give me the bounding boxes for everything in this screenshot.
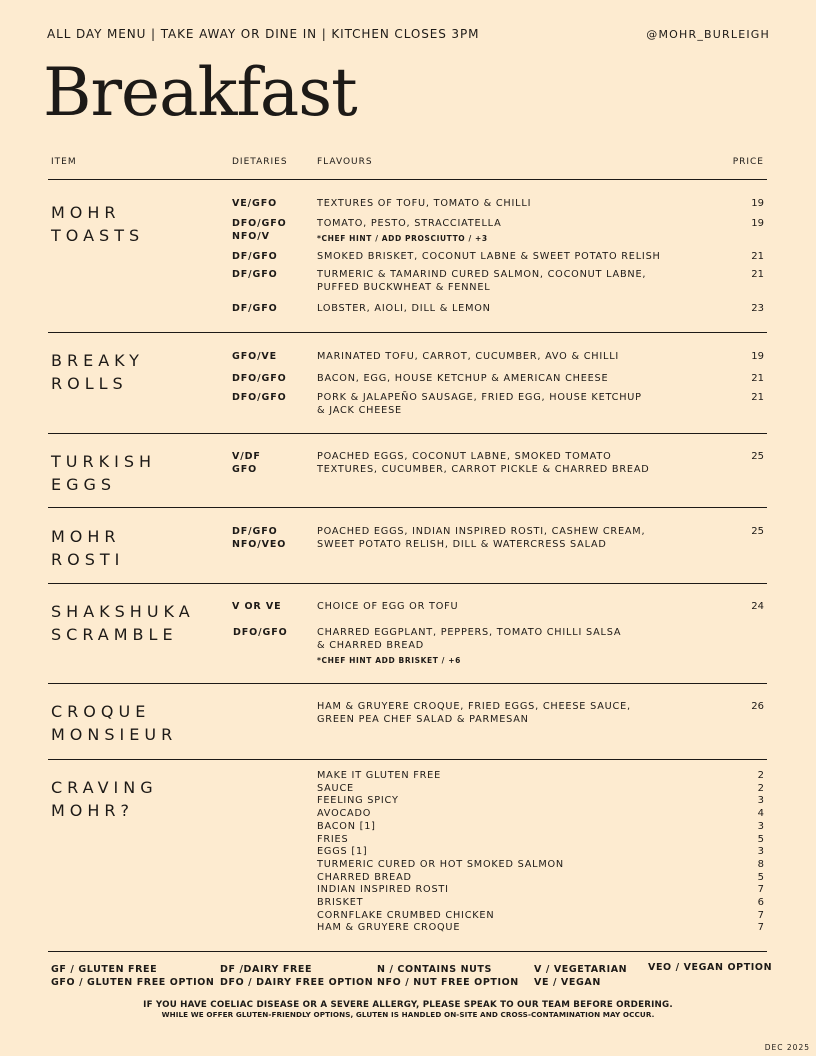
flavour-line: TURMERIC & TAMARIND CURED SALMON, COCONUT LABNE, (317, 269, 647, 280)
extra-item: CORNFLAKE CRUMBED CHICKEN (317, 909, 495, 921)
section-title-line: MOHR (51, 527, 121, 546)
extra-price: 3 (757, 846, 764, 858)
section-title-line: TOASTS (51, 226, 145, 245)
divider (48, 332, 767, 333)
flavours (317, 451, 650, 476)
price: 21 (751, 373, 764, 384)
flavours: TOMATO, PESTO, STRACCIATELLA (317, 218, 502, 229)
extra-price: 3 (757, 795, 764, 807)
dietary-tag: DFO/GFO (232, 218, 287, 229)
section-title-croque-monsieur (51, 700, 177, 746)
extra-item: BACON [1] (317, 820, 376, 832)
section-title-shakshuka-scramble (51, 600, 195, 646)
price: 19 (751, 218, 764, 229)
column-header-item: ITEM (51, 157, 77, 167)
section-title-breaky-rolls (51, 349, 144, 395)
section-title-craving-mohr (51, 776, 158, 822)
dietary-tag: NFO/VEO (232, 538, 287, 550)
flavour-line: & JACK CHEESE (317, 404, 402, 416)
dietary-tags (232, 451, 261, 476)
section-title-line: BREAKY (51, 351, 144, 370)
extra-price: 2 (757, 770, 764, 781)
flavour-line: POACHED EGGS, COCONUT LABNE, SMOKED TOMATO (317, 451, 612, 462)
legend-entry: VE / VEGAN (534, 976, 601, 988)
menu-info-bar: ALL DAY MENU | TAKE AWAY OR DINE IN | KITCHEN CLOSES 3PM (47, 27, 480, 41)
dietary-tags: DFO/GFO (232, 392, 287, 403)
legend-entry: DFO / DAIRY FREE OPTION (220, 976, 374, 988)
extra-item: BRISKET (317, 897, 364, 909)
legend-entry: GFO / GLUTEN FREE OPTION (51, 976, 215, 988)
extra-item: CHARRED BREAD (317, 871, 412, 883)
extras-prices (758, 770, 764, 935)
section-title-line: MOHR (51, 203, 121, 222)
divider (48, 507, 767, 508)
price: 23 (751, 303, 764, 314)
dietary-tag: GFO (232, 463, 258, 475)
dietary-tags: V OR VE (232, 601, 282, 612)
extra-price: 7 (757, 884, 764, 896)
dietary-tags: GFO/VE (232, 351, 278, 362)
allergy-notice (0, 1000, 816, 1019)
dietary-tags: DF/GFO (232, 269, 278, 280)
menu-date: DEC 2025 (764, 1043, 810, 1052)
extra-item: INDIAN INSPIRED ROSTI (317, 884, 449, 896)
flavours: MARINATED TOFU, CARROT, CUCUMBER, AVO & CHILLI (317, 351, 620, 362)
price: 24 (751, 601, 764, 612)
flavour-line: PUFFED BUCKWHEAT & FENNEL (317, 281, 491, 293)
divider (48, 433, 767, 434)
legend-column (377, 964, 519, 989)
dietary-tag: DF/GFO (232, 526, 278, 537)
extra-item: FRIES (317, 833, 349, 845)
flavour-line: HAM & GRUYERE CROQUE, FRIED EGGS, CHEESE SAUCE, (317, 701, 631, 712)
flavours (317, 627, 621, 652)
extra-price: 5 (757, 871, 764, 883)
column-header-flavours: FLAVOURS (317, 157, 373, 167)
flavours: LOBSTER, AIOLI, DILL & LEMON (317, 303, 491, 314)
extra-price: 5 (757, 833, 764, 845)
price: 26 (751, 701, 764, 712)
legend-column (534, 964, 627, 989)
section-title-mohr-toasts (51, 201, 144, 247)
extra-item: TURMERIC CURED OR HOT SMOKED SALMON (317, 858, 564, 870)
price: 19 (751, 198, 764, 209)
legend-entry: N / CONTAINS NUTS (377, 964, 492, 975)
extra-item: EGGS [1] (317, 846, 368, 858)
extra-price: 7 (757, 922, 764, 934)
column-header-dietaries: DIETARIES (232, 157, 288, 167)
flavour-line: TEXTURES, CUCUMBER, CARROT PICKLE & CHARRED BREAD (317, 463, 650, 475)
legend-column (648, 962, 772, 975)
extra-price: 3 (757, 820, 764, 832)
flavours (317, 269, 646, 294)
divider (48, 759, 767, 760)
extra-item: AVOCADO (317, 808, 372, 820)
section-title-line: ROLLS (51, 374, 128, 393)
legend-column (220, 964, 373, 989)
dietary-tag: NFO/V (232, 230, 270, 242)
price: 19 (751, 351, 764, 362)
flavour-line: CHARRED EGGPLANT, PEPPERS, TOMATO CHILLI SALSA (317, 627, 622, 638)
dietary-tags (232, 218, 287, 243)
legend-entry: VEO / VEGAN OPTION (648, 962, 773, 973)
price: 21 (751, 392, 764, 403)
allergy-notice-line: IF YOU HAVE COELIAC DISEASE OR A SEVERE ALLERGY, PLEASE SPEAK TO OUR TEAM BEFORE ORDERING. (143, 1000, 673, 1010)
legend-entry: NFO / NUT FREE OPTION (377, 976, 519, 988)
dietary-tags: DFO/GFO (233, 627, 288, 638)
extra-item: FEELING SPICY (317, 795, 399, 807)
flavour-line: PORK & JALAPEÑO SAUSAGE, FRIED EGG, HOUSE KETCHUP (317, 392, 642, 403)
divider (48, 951, 767, 952)
extra-item: MAKE IT GLUTEN FREE (317, 770, 442, 781)
section-title-line: MONSIEUR (51, 725, 178, 744)
section-title-line: CROQUE (51, 702, 151, 721)
section-title-mohr-rosti (51, 525, 124, 571)
legend-entry: GF / GLUTEN FREE (51, 964, 158, 975)
section-title-line: SHAKSHUKA (51, 602, 195, 621)
flavour-line: & CHARRED BREAD (317, 639, 425, 651)
dietary-tags: DF/GFO (232, 251, 278, 262)
dietary-tags: DFO/GFO (232, 373, 287, 384)
divider (48, 683, 767, 684)
dietary-tags: DF/GFO (232, 303, 278, 314)
legend-column (51, 964, 214, 989)
flavours (317, 701, 631, 726)
flavours: TEXTURES OF TOFU, TOMATO & CHILLI (317, 198, 532, 209)
flavours: SMOKED BRISKET, COCONUT LABNE & SWEET POTATO RELISH (317, 251, 661, 262)
section-title-line: CRAVING (51, 778, 158, 797)
dietary-tag: V/DF (232, 451, 261, 462)
extra-item: SAUCE (317, 782, 354, 794)
flavours (317, 392, 642, 417)
section-title-line: SCRAMBLE (51, 625, 178, 644)
divider (48, 583, 767, 584)
price: 25 (751, 451, 764, 462)
flavours: CHOICE OF EGG OR TOFU (317, 601, 459, 612)
section-title-turkish-eggs (51, 450, 156, 496)
price: 21 (751, 251, 764, 262)
flavours: BACON, EGG, HOUSE KETCHUP & AMERICAN CHEESE (317, 373, 609, 384)
extras-list (317, 770, 564, 935)
divider (48, 179, 767, 180)
section-title-line: TURKISH (51, 452, 156, 471)
flavours (317, 526, 645, 551)
legend-entry: DF /DAIRY FREE (220, 964, 313, 975)
section-title-line: MOHR? (51, 801, 135, 820)
flavour-line: GREEN PEA CHEF SALAD & PARMESAN (317, 713, 529, 725)
extra-price: 8 (757, 858, 764, 870)
allergy-notice-line: WHILE WE OFFER GLUTEN-FRIENDLY OPTIONS, GLUTEN IS HANDLED ON-SITE AND CROSS-CONTAMINATION MAY OCCUR. (161, 1010, 655, 1019)
chef-hint: *CHEF HINT ADD BRISKET / +6 (317, 656, 461, 665)
flavour-line: SWEET POTATO RELISH, DILL & WATERCRESS SALAD (317, 538, 607, 550)
social-handle: @MOHR_BURLEIGH (646, 28, 770, 41)
page-title: Breakfast (43, 54, 357, 131)
extra-item: HAM & GRUYERE CROQUE (317, 922, 461, 934)
chef-hint: *CHEF HINT / ADD PROSCIUTTO / +3 (317, 234, 488, 243)
extra-price: 7 (757, 909, 764, 921)
legend-entry: V / VEGETARIAN (534, 964, 628, 975)
extra-price: 4 (757, 808, 764, 820)
price: 25 (751, 526, 764, 537)
dietary-tags: VE/GFO (232, 198, 278, 209)
dietary-tags (232, 526, 286, 551)
extra-price: 6 (757, 897, 764, 909)
flavour-line: POACHED EGGS, INDIAN INSPIRED ROSTI, CASHEW CREAM, (317, 526, 646, 537)
section-title-line: EGGS (51, 475, 117, 494)
price: 21 (751, 269, 764, 280)
column-header-price: PRICE (732, 157, 764, 167)
extra-price: 2 (757, 782, 764, 794)
section-title-line: ROSTI (51, 550, 125, 569)
